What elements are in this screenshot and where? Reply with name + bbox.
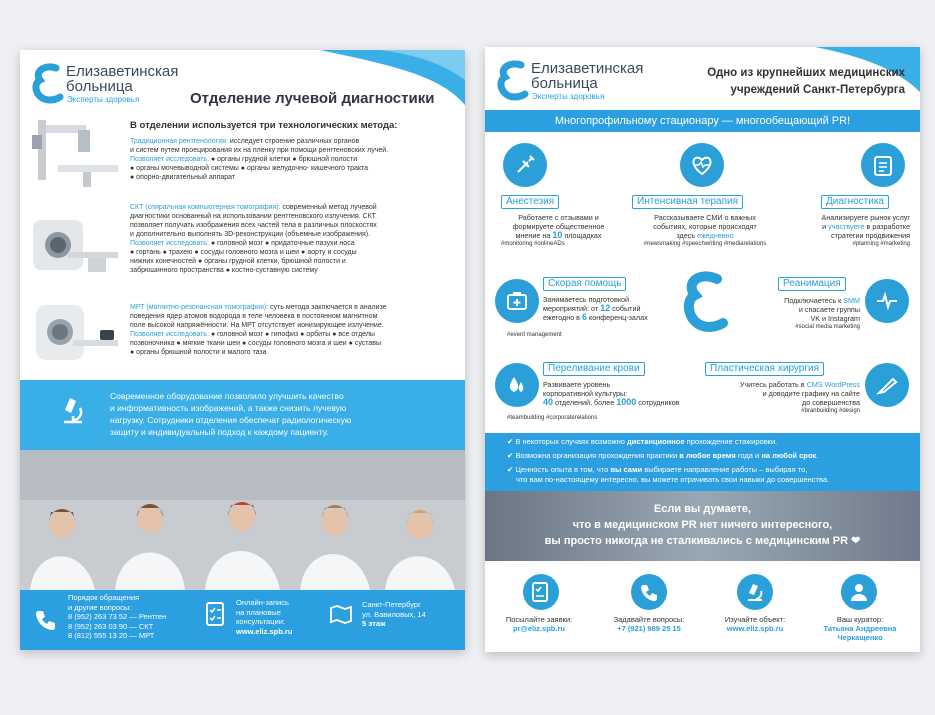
bullet-1: ✔ В некоторых случаях возможно дистанционное прохождение стажировки. xyxy=(507,437,778,446)
clipboard-icon xyxy=(872,154,894,176)
apply-icon-circle xyxy=(523,574,559,610)
cell-text-diagnostics: Анализируете рынок услуг и участвуете в разработке стратегии продвижения #planning #marketing xyxy=(821,213,910,247)
cell-title-reanimation: Реанимация xyxy=(778,277,846,291)
footer-curator: Ваш куратор: Татьяна Андреевна Черкащенко xyxy=(823,615,897,642)
method-mri: МРТ (магнитно-резонансная томография): суть метода заключается в анализе поведения ядер атомов водорода в теле человека в постоянном магнитном поле высокой напряжённости. На МРТ отсутствует ионизирующее излучение. Позволяет исследовать: ● головной мозг ● гипофиз ● орбиты ● все отделы позвоночника ● мягкие ткани шеи ● сосуды головного мозга и шеи ● суставы ● органы брюшной полости и малого таза xyxy=(130,304,387,356)
cell-text-anesthesia: Работаете с отзывами и формируете общественное мнение на 10 площадках #monitoring #onlineADs xyxy=(501,213,605,247)
contacts: Порядок обращения и другие вопросы: 8 (952) 263 73 52 — Рентген 8 (952) 263 03 90 — СКТ 8 (812) 555 13 20 — МРТ xyxy=(68,593,167,640)
checklist-icon xyxy=(531,582,551,602)
logo-line2: больница xyxy=(531,75,598,92)
logo-slogan: Эксперты здоровья xyxy=(67,95,140,104)
logo-line2: больница xyxy=(66,78,133,95)
staff-photo xyxy=(20,450,465,590)
emergency-icon-circle xyxy=(495,279,539,323)
methods-intro: В отделении используется три технологических метода: xyxy=(130,120,398,131)
cell-text-plastic: Учитесь работать в CMS WordPress и доводите графику на сайте до совершенства #branbuilding #design xyxy=(739,380,860,414)
method-xray: Традиционная рентгенология: исследует строение различных органов и систем путем проецирования их на пленку при помощи рентгеновских лучей. Позволяет исследовать: ● органы грудной клетки ● брюшной полости ● органы мочевыводной системы ● органы желудочно- кишечного тракта ● опорно-двигательный аппарат xyxy=(130,138,389,181)
syringe-icon xyxy=(514,154,536,176)
photo-banner xyxy=(485,491,920,561)
curator-icon-circle xyxy=(841,574,877,610)
cell-text-emergency: Занимаетесь подготовкой мероприятий: от 12 событий ежегодно в 6 конференц-залах xyxy=(543,295,648,322)
left-footer xyxy=(20,590,465,650)
hospital-logo-icon xyxy=(495,59,529,101)
phone-icon xyxy=(34,608,56,630)
cell-title-anesthesia: Анестезия xyxy=(501,195,559,209)
email-link[interactable]: pr@eliz.spb.ru xyxy=(513,624,565,633)
cell-text-intensive: Рассказываете СМИ о важных событиях, которые происходят здесь ежедневно #newsmaking #speechwriting #mediarelations xyxy=(643,213,767,247)
page-title: Отделение лучевой диагностики xyxy=(190,90,435,107)
xray-machine-image xyxy=(28,115,123,195)
anesthesia-icon-circle xyxy=(503,143,547,187)
tags-emergency: #event management xyxy=(507,332,562,338)
heart-pulse-icon xyxy=(691,154,713,176)
corner-swoosh xyxy=(320,50,465,120)
cell-title-transfusion: Переливание крови xyxy=(543,362,645,376)
scalpel-icon xyxy=(876,374,898,396)
footer-questions: Задавайте вопросы: +7 (921) 989 25 15 xyxy=(613,615,685,633)
phone-icon xyxy=(639,582,659,602)
mri-scanner-image xyxy=(28,300,123,370)
transfusion-icon-circle xyxy=(495,363,539,407)
cell-text-reanimation: Подключаетесь к SMM и спасаете группы VK и Instagram #social media marketing xyxy=(784,296,860,330)
band-text: Современное оборудование позволило улучшить качество и информативность изображений, а также снизить лучевую нагрузку. Сотрудники отделения обеспечат радиологическую защиту и индивидуальный подход к каждому пациенту. xyxy=(110,391,352,437)
pulse-icon xyxy=(876,290,898,312)
cell-title-intensive: Интенсивная терапия xyxy=(632,195,743,209)
question-icon-circle xyxy=(631,574,667,610)
site-link[interactable]: www.eliz.spb.ru xyxy=(236,626,293,636)
blood-drop-icon xyxy=(506,374,528,396)
cell-title-diagnostics: Диагностика xyxy=(821,195,889,209)
online-booking: Онлайн-запись на плановые консультации: www.eliz.spb.ru xyxy=(236,598,293,636)
logo-line1: Елизаветинская xyxy=(66,63,179,80)
logo-line1: Елизаветинская xyxy=(531,60,644,77)
cell-title-plastic: Пластическая хирургия xyxy=(705,362,824,376)
first-aid-icon xyxy=(506,290,528,312)
method-ct: СКТ (спиральная компьютерная томография): современный метод лучевой диагностики основанный на использовании рентгеновского излучения. СКТ позволяет получать изображения всех частей тела в различных плоскостях и дополнительно выполнять 3D-реконструкции (объемные изображения). Позволяет исследовать: ● головной мозг ● придаточные пазухи носа ● гортань ● трахею ● сосуды головного мозга и шеи ● аорту и сосуды нижних конечностей ● органы грудной клетки, брюшной полости и забрюшинного пространства ● костно-суставную систему xyxy=(130,204,377,274)
cell-title-emergency: Скорая помощь xyxy=(543,277,626,291)
bullet-3: ✔ Ценность опыта в том, что вы сами выбираете направление работы – выбирая то, xyxy=(507,465,808,474)
footer-explore: Изучайте объект: www.eliz.spb.ru xyxy=(724,615,786,633)
bullet-band: ✔ В некоторых случаях возможно дистанционное прохождение стажировки. ✔ Возможна организация прохождения практики в любое время года и на любой срок. ✔ Ценность опыта в том, что вы сами выбираете направление работы – выбирая то, что вам по-настоящему интересно, вы можете отрачивать свои навыки до совершенства. xyxy=(485,433,920,491)
phone-link[interactable]: +7 (921) 989 25 15 xyxy=(617,624,681,633)
footer-apply: Посылайте заявки: pr@eliz.spb.ru xyxy=(505,615,573,633)
headline: Одно из крупнейших медицинских учреждений Санкт-Петербурга xyxy=(707,67,905,96)
microscope-icon xyxy=(60,396,86,426)
diagnostics-icon-circle xyxy=(861,143,905,187)
site-link[interactable]: www.eliz.spb.ru xyxy=(726,624,784,633)
explore-icon-circle xyxy=(737,574,773,610)
address: Санкт-Петербург ул. Вавиловых, 14 5 этаж xyxy=(362,600,426,628)
slogan-bar: Многопрофильному стационару — многообещающий PR! xyxy=(485,110,920,132)
ct-scanner-image xyxy=(28,210,123,280)
checklist-icon xyxy=(206,602,224,626)
info-band xyxy=(20,380,465,450)
intensive-icon-circle xyxy=(680,143,724,187)
bullet-2: ✔ Возможна организация прохождения практики в любое время года и на любой срок. xyxy=(507,451,819,460)
map-icon xyxy=(330,604,352,624)
doctor-icon xyxy=(849,582,869,602)
cell-text-transfusion: Развиваете уровень корпоративной культуры: 40 отделений, более 1000 сотрудников xyxy=(543,380,680,407)
logo-slogan: Эксперты здоровья xyxy=(532,92,605,101)
tags-transfusion: #teambuilding #corporaterelations xyxy=(507,415,598,421)
reanimation-icon-circle xyxy=(865,279,909,323)
microscope-icon xyxy=(745,582,765,602)
plastic-icon-circle xyxy=(865,363,909,407)
banner-text: Если вы думаете, что в медицинском PR нет ничего интересного, вы просто никогда не сталкивались с медицинским PR ❤ xyxy=(544,503,861,547)
center-logo-icon xyxy=(679,269,729,335)
hospital-logo-icon xyxy=(30,62,64,104)
right-flyer xyxy=(485,47,920,652)
left-flyer xyxy=(20,50,465,650)
